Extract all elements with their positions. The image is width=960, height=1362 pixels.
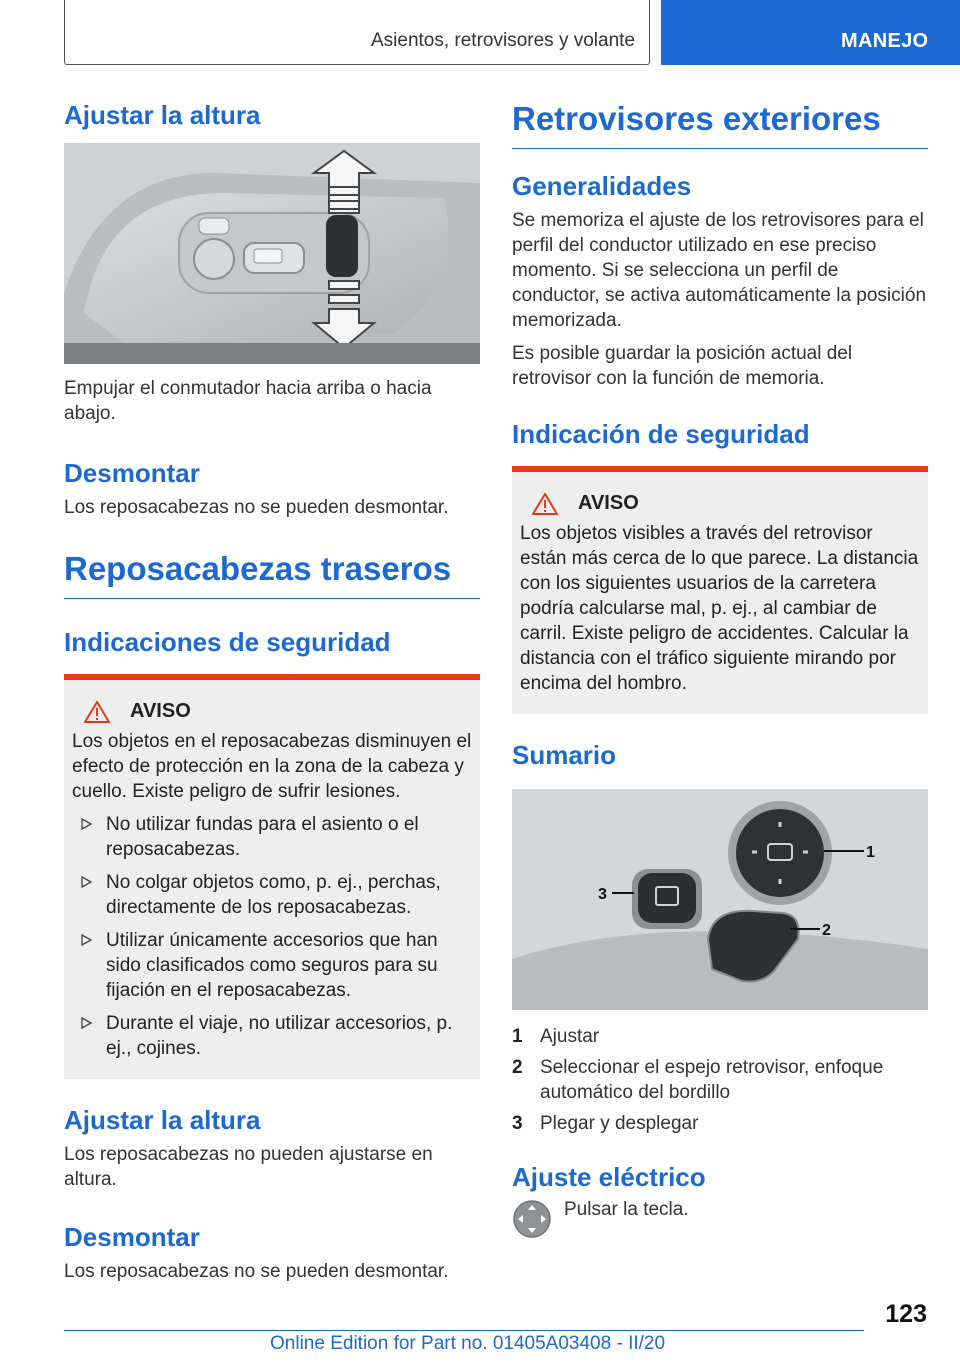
list-item: No utilizar fundas para el asiento o el reposacabezas. — [72, 812, 472, 862]
chapter-tab[interactable] — [661, 0, 960, 65]
section-title: Asientos, retrovisores y volante — [370, 30, 635, 51]
list-item: 2 Seleccionar el espejo retrovisor, enfoque automático del bordillo — [512, 1057, 884, 1103]
page-number: 123 — [885, 1300, 927, 1328]
warning-title: AVISO — [578, 492, 639, 514]
mirror-controls-photo — [512, 789, 928, 1010]
headrest-switch-photo — [64, 143, 480, 364]
header-section-box — [64, 0, 650, 65]
ajuste-row — [512, 1199, 928, 1239]
warning-triangle-icon — [532, 493, 558, 515]
heading-indicaciones-seguridad: Indicaciones de seguridad — [64, 627, 391, 657]
callout-3: 3 — [598, 886, 607, 903]
warning-triangle-icon — [84, 701, 110, 723]
list-item: 3 Plegar y desplegar — [512, 1113, 699, 1134]
edition-note: Online Edition for Part no. 01405A03408 - II/20 — [270, 1333, 666, 1354]
heading-ajustar-altura-front: Ajustar la altura — [64, 100, 261, 130]
heading-reposacabezas-traseros: Reposacabezas traseros — [64, 550, 480, 599]
generalidades-p1: Se memoriza el ajuste de los retrovisores para el perfil del conductor utilizado en ese preciso momento. Si se selecciona un perfil de conductor, se activa automáticamente la posición memorizada. — [512, 210, 927, 331]
mirror-switch-illustration — [512, 789, 928, 1010]
seat-switch-illustration — [64, 143, 480, 364]
callout-1: 1 — [866, 844, 875, 861]
list-item: Utilizar únicamente accesorios que han sido clasificados como seguros para su fijación en el reposacabezas. — [72, 928, 472, 1003]
warning-box-headrest — [64, 674, 480, 1079]
heading-desmontar-front: Desmontar — [64, 458, 200, 488]
heading-ajustar-altura-rear: Ajustar la altura — [64, 1105, 261, 1135]
warning-bullet-list — [72, 812, 472, 1061]
triangle-bullet-icon — [80, 818, 92, 830]
left-column — [64, 100, 480, 1284]
heading-indicacion-seguridad: Indicación de seguridad — [512, 419, 810, 449]
mirror-adjust-button-icon — [512, 1199, 552, 1239]
triangle-bullet-icon — [80, 1017, 92, 1029]
heading-ajuste-electrico: Ajuste eléctrico — [512, 1162, 706, 1192]
desmontar-front-text: Los reposacabezas no se pueden desmontar. — [64, 497, 449, 518]
heading-retrovisores-exteriores: Retrovisores exteriores — [512, 100, 928, 149]
desmontar-rear-text: Los reposacabezas no se pueden desmontar. — [64, 1261, 449, 1282]
warning-title: AVISO — [130, 700, 191, 722]
heading-generalidades: Generalidades — [512, 171, 692, 201]
photo-legend — [512, 1024, 928, 1136]
generalidades-p2: Es posible guardar la posición actual del retrovisor con la función de memoria. — [512, 343, 853, 389]
triangle-bullet-icon — [80, 934, 92, 946]
warning-box-mirror — [512, 466, 928, 714]
caption-switch: Empujar el conmutador hacia arriba o hacia abajo. — [64, 378, 432, 424]
warning-text: Los objetos en el reposacabezas disminuyen el efecto de protección en la zona de la cabeza y cuello. Existe peligro de sufrir lesiones. — [72, 731, 472, 802]
warning-text: Los objetos visibles a través del retrovisor están más cerca de lo que parece. La distancia con los siguientes usuarios de la carretera podría calcularse mal, p. ej., al cambiar de carril. Existe peligro de accidentes. Calcular la distancia con el tráfico siguiente mirando por encima del hombro. — [520, 523, 919, 694]
list-item: Durante el viaje, no utilizar accesorios, p. ej., cojines. — [72, 1011, 472, 1061]
callout-2: 2 — [822, 922, 831, 939]
triangle-bullet-icon — [80, 876, 92, 888]
list-item: 1 Ajustar — [512, 1026, 600, 1047]
chapter-tab-label: MANEJO — [841, 30, 929, 52]
right-column — [512, 100, 928, 1239]
heading-desmontar-rear: Desmontar — [64, 1222, 200, 1252]
footer-divider — [64, 1330, 864, 1331]
ajustar-rear-text: Los reposacabezas no pueden ajustarse en altura. — [64, 1144, 433, 1190]
list-item: No colgar objetos como, p. ej., perchas, directamente de los reposacabezas. — [72, 870, 472, 920]
ajuste-text: Pulsar la tecla. — [564, 1199, 689, 1220]
heading-sumario: Sumario — [512, 740, 617, 770]
